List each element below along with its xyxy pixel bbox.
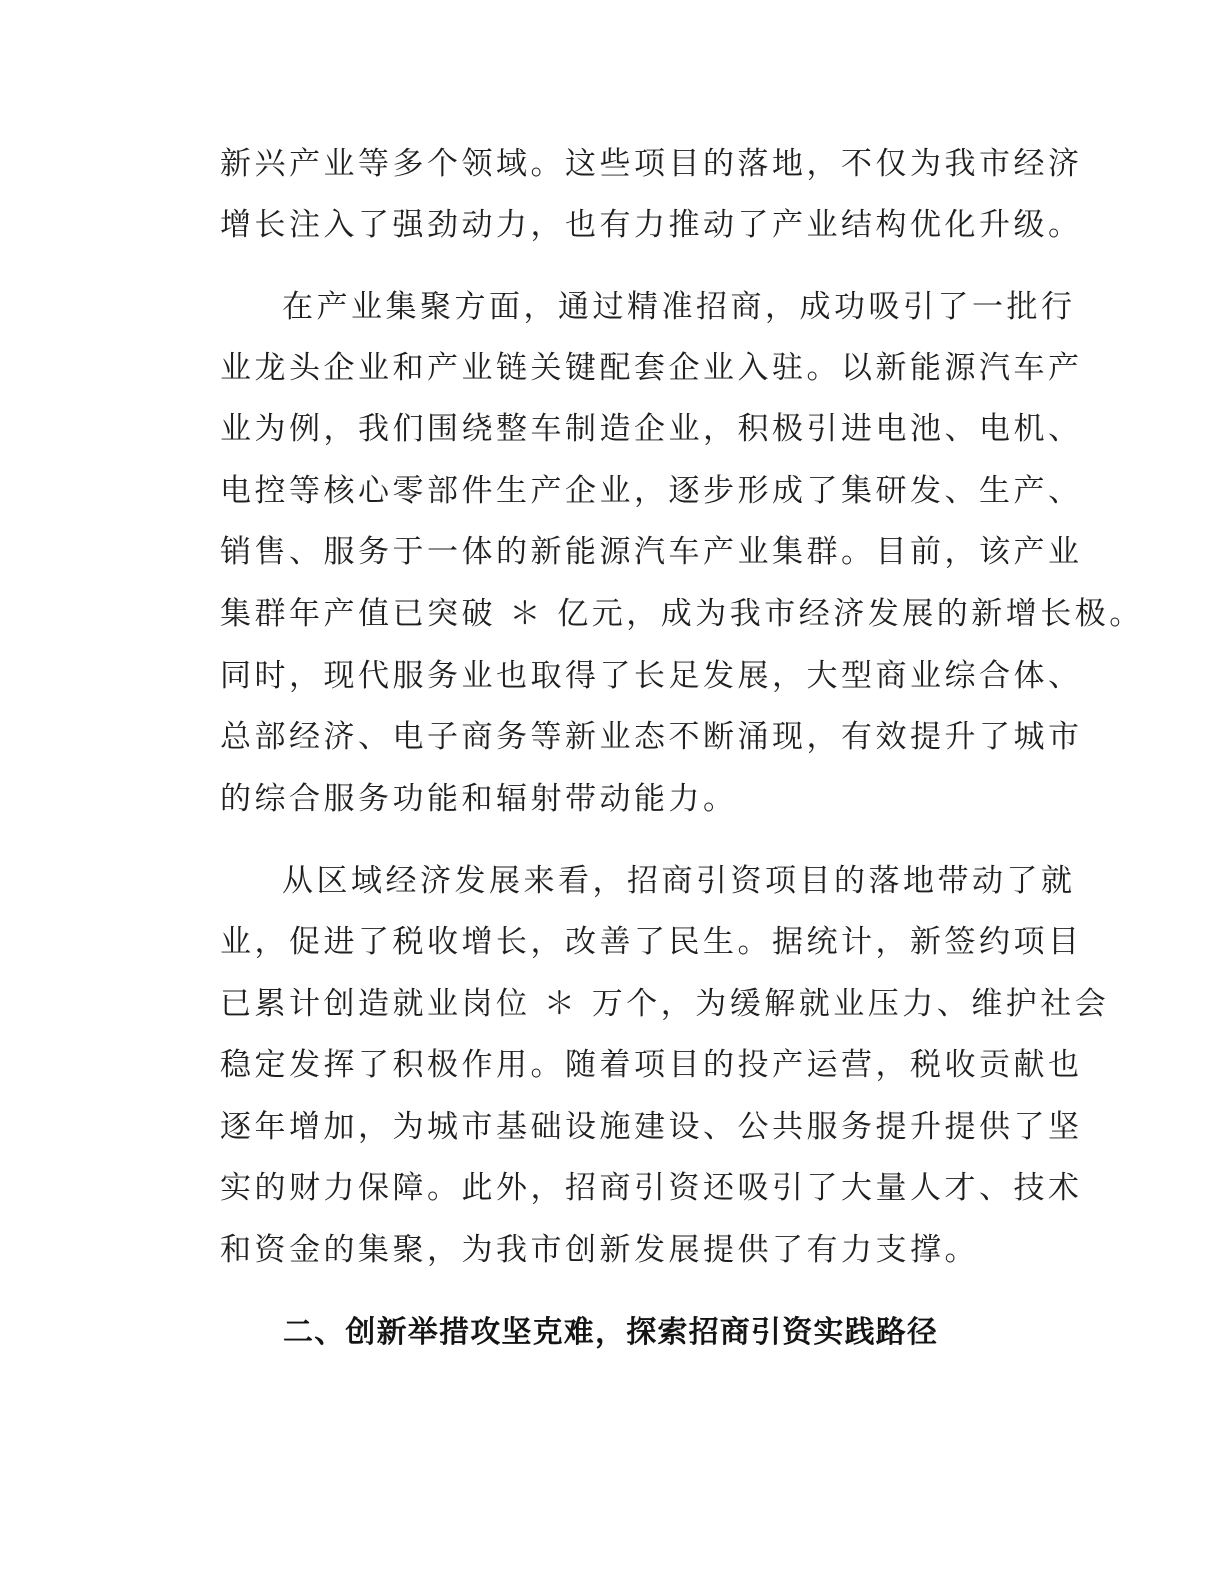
paragraph-line: 业为例，我们围绕整车制造企业，积极引进电池、电机、 — [220, 411, 1083, 447]
paragraph-line: 同时，现代服务业也取得了长足发展，大型商业综合体、 — [220, 658, 1083, 694]
paragraph-line: 业，促进了税收增长，改善了民生。据统计，新签约项目 — [220, 924, 1083, 960]
paragraph-line: 在产业集聚方面，通过精准招商，成功吸引了一批行 — [282, 289, 1076, 325]
paragraph-line: 从区域经济发展来看，招商引资项目的落地带动了就 — [282, 863, 1076, 899]
paragraph-line: 的综合服务功能和辐射带动能力。 — [220, 781, 738, 817]
paragraph-line: 已累计创造就业岗位 ＊ 万个，为缓解就业压力、维护社会 — [220, 986, 1110, 1022]
paragraph-line: 销售、服务于一体的新能源汽车产业集群。目前，该产业 — [220, 534, 1083, 570]
paragraph-line: 总部经济、电子商务等新业态不断涌现，有效提升了城市 — [220, 719, 1083, 755]
paragraph-line: 实的财力保障。此外，招商引资还吸引了大量人才、技术 — [220, 1170, 1083, 1206]
paragraph-line: 稳定发挥了积极作用。随着项目的投产运营，税收贡献也 — [220, 1047, 1083, 1083]
paragraph-line: 集群年产值已突破 ＊ 亿元，成为我市经济发展的新增长极。 — [220, 596, 1144, 632]
paragraph-line: 逐年增加，为城市基础设施建设、公共服务提升提供了坚 — [220, 1109, 1083, 1145]
section-heading: 二、创新举措攻坚克难，探索招商引资实践路径 — [283, 1315, 939, 1350]
paragraph-line: 业龙头企业和产业链关键配套企业入驻。以新能源汽车产 — [220, 350, 1083, 386]
paragraph-line: 增长注入了强劲动力，也有力推动了产业结构优化升级。 — [220, 207, 1083, 243]
paragraph-line: 新兴产业等多个领域。这些项目的落地，不仅为我市经济 — [220, 146, 1083, 182]
paragraph-line: 和资金的集聚，为我市创新发展提供了有力支撑。 — [220, 1232, 979, 1268]
paragraph-line: 电控等核心零部件生产企业，逐步形成了集研发、生产、 — [220, 473, 1083, 509]
